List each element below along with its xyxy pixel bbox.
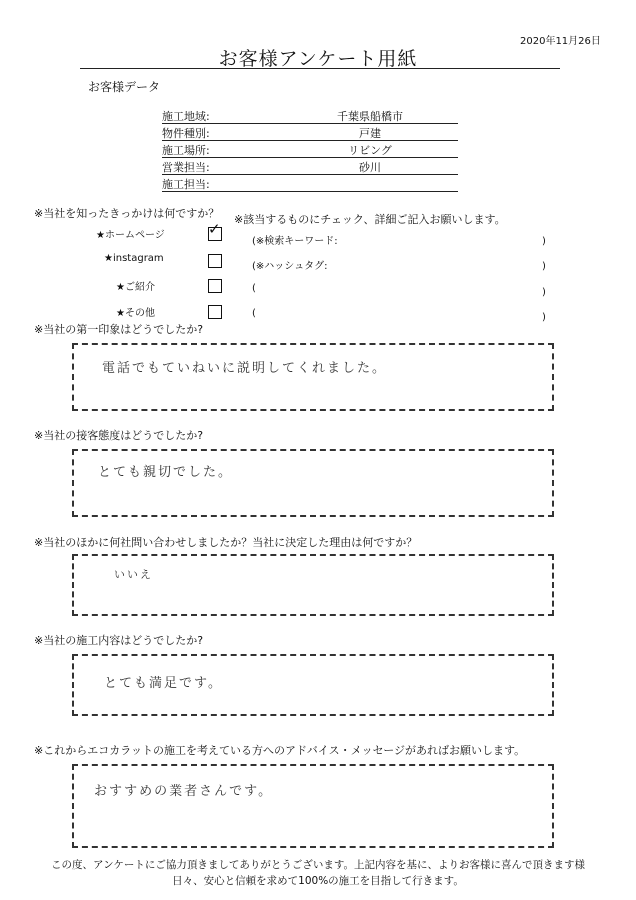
- check-mark-icon: ✓: [208, 220, 221, 238]
- customer-row-area: [162, 107, 458, 124]
- answer-box-installation-quality[interactable]: [72, 654, 554, 716]
- answer-box-first-impression[interactable]: [72, 343, 554, 411]
- detail-hashtag: (※ハッシュタグ:: [252, 261, 328, 272]
- row-value: 戸建: [359, 127, 381, 140]
- footer-thanks-line: この度、アンケートにご協力頂きましてありがとうございます。上記内容を基に、よりお客様に喜んで頂きます様: [50, 859, 586, 871]
- question-customer-service: ※当社の接客態度はどうでしたか?: [34, 429, 204, 442]
- row-label: 施工地域:: [162, 110, 210, 123]
- answer-other-companies: いいえ: [114, 568, 153, 581]
- answer-advice-message: おすすめの業者さんです。: [94, 784, 274, 799]
- option-label-other: ★その他: [116, 308, 155, 319]
- customer-row-location: [162, 141, 458, 158]
- detail-close-paren: ): [542, 236, 546, 247]
- row-label: 施工場所:: [162, 144, 210, 157]
- question-other-companies: ※当社のほかに何社問い合わせしましたか？当社に決定した理由は何ですか？: [34, 536, 418, 549]
- row-value: 千葉県船橋市: [337, 110, 403, 123]
- detail-referral: (: [252, 283, 256, 294]
- checkbox-other[interactable]: [208, 305, 222, 319]
- row-value: 砂川: [359, 161, 381, 174]
- question-installation-quality: ※当社の施工内容はどうでしたか?: [34, 634, 204, 647]
- survey-date: 2020年11月26日: [520, 36, 601, 47]
- answer-box-other-companies[interactable]: [72, 554, 554, 616]
- detail-close-paren: ): [542, 312, 546, 323]
- detail-close-paren: ): [542, 261, 546, 272]
- question-instruction: ※該当するものにチェック、詳細ご記入お願いします。: [234, 213, 506, 226]
- option-label-referral: ★ご紹介: [116, 282, 155, 293]
- option-label-instagram: ★instagram: [104, 253, 164, 264]
- row-value: リビング: [348, 144, 392, 157]
- option-label-homepage: ★ホームページ: [96, 230, 165, 241]
- question-how-found: ※当社を知ったきっかけは何ですか？: [34, 207, 220, 220]
- checkbox-referral[interactable]: [208, 279, 222, 293]
- question-advice-message: ※これからエコカラットの施工を考えている方へのアドバイス・メッセージがあればお願いします。: [34, 744, 526, 757]
- checkbox-homepage[interactable]: [208, 220, 222, 241]
- answer-first-impression: 電話でもていねいに説明してくれました。: [102, 361, 388, 376]
- row-label: 物件種別:: [162, 127, 210, 140]
- row-label: 営業担当:: [162, 161, 210, 174]
- checkbox-instagram[interactable]: [208, 254, 222, 268]
- detail-search-keyword: (※検索キーワード:: [252, 236, 338, 247]
- customer-section-heading: お客様データ: [88, 80, 161, 94]
- title-underline: [80, 68, 560, 69]
- customer-row-installer: [162, 175, 458, 192]
- answer-box-customer-service[interactable]: [72, 449, 554, 517]
- question-first-impression: ※当社の第一印象はどうでしたか?: [34, 323, 204, 336]
- form-title: お客様アンケート用紙: [218, 48, 418, 70]
- row-label: 施工担当:: [162, 178, 210, 191]
- answer-installation-quality: とても満足です。: [104, 676, 223, 691]
- customer-row-property-type: [162, 124, 458, 141]
- footer-commitment-line: 日々、安心と信頼を求めて100%の施工を目指して行きます。: [172, 875, 464, 887]
- answer-box-advice-message[interactable]: [72, 764, 554, 848]
- answer-customer-service: とても親切でした。: [98, 465, 234, 480]
- detail-close-paren: ): [542, 287, 546, 298]
- customer-row-sales-rep: [162, 158, 458, 175]
- detail-other: (: [252, 308, 256, 319]
